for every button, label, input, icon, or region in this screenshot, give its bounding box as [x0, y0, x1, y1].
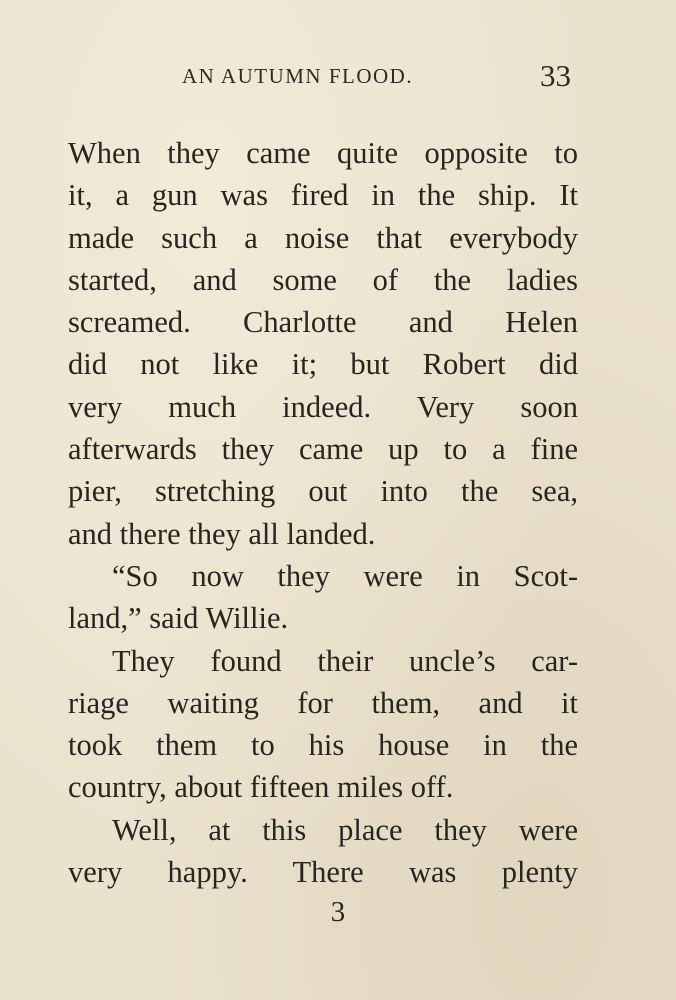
page-number: 33 [540, 58, 571, 93]
text-line: Well, at this place they were [112, 812, 578, 847]
running-head [0, 58, 676, 98]
text-line: very happy. There was plenty [68, 855, 578, 890]
text-line: They found their uncle’s car- [112, 643, 578, 678]
text-line: land,” said Willie. [68, 601, 289, 636]
text-line: did not like it; but Robert did [68, 347, 578, 382]
text-line: took them to his house in the [68, 728, 578, 763]
text-line: it, a gun was fired in the ship. It [68, 178, 578, 213]
signature-mark: 3 [330, 896, 346, 928]
body-text [68, 132, 578, 893]
text-line: screamed. Charlotte and Helen [68, 305, 578, 340]
text-line: and there they all landed. [68, 516, 376, 551]
text-line: very much indeed. Very soon [68, 389, 578, 424]
text-line: afterwards they came up to a fine [68, 432, 578, 467]
text-line: “So now they were in Scot- [112, 558, 578, 593]
running-title: AN AUTUMN FLOOD. [182, 64, 414, 88]
text-line: started, and some of the ladies [68, 262, 578, 297]
text-line: country, about fifteen miles off. [68, 770, 454, 805]
text-line: riage waiting for them, and it [68, 685, 578, 720]
text-line: pier, stretching out into the sea, [68, 474, 578, 509]
text-line: When they came quite opposite to [68, 136, 578, 170]
text-line: made such a noise that everybody [68, 220, 578, 255]
